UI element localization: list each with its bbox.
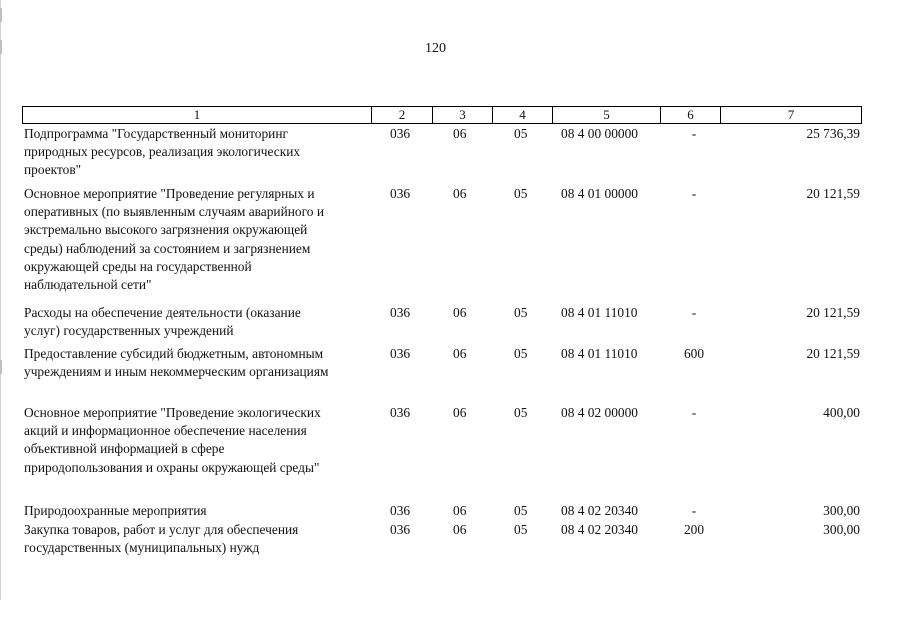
- header-col-4: 4: [519, 107, 526, 122]
- row-name-line: среды) наблюдений за состоянием и загрязнением: [24, 240, 311, 256]
- grbs-cell: 036: [390, 503, 411, 518]
- expense-type-cell: -: [691, 503, 697, 518]
- podrazdel-cell: 05: [514, 405, 528, 420]
- row-name-cell: [24, 502, 372, 520]
- scan-edge-mark: [0, 8, 2, 22]
- row-name-cell: [24, 304, 372, 340]
- razdel-cell: 06: [453, 305, 467, 320]
- row-name-line: природных ресурсов, реализация экологических: [24, 144, 301, 160]
- row-name-line: услуг) государственных учреждений: [24, 323, 234, 339]
- row-name-cell: [24, 404, 372, 477]
- sum-cell: 400,00: [823, 405, 860, 420]
- expense-type-cell: -: [691, 186, 697, 201]
- razdel-cell: 06: [453, 503, 467, 518]
- grbs-cell: 036: [390, 346, 411, 361]
- sum-cell: 20 121,59: [806, 305, 860, 320]
- row-name-line: экстремально высокого загрязнения окружающей: [24, 222, 308, 238]
- scan-edge-mark: [0, 360, 2, 374]
- podrazdel-cell: 05: [514, 522, 528, 537]
- razdel-cell: 06: [453, 186, 467, 201]
- sum-cell: 25 736,39: [806, 126, 860, 141]
- expense-type-cell: -: [691, 405, 697, 420]
- expense-type-cell: -: [691, 126, 697, 141]
- target-article-cell: 08 4 02 20340: [561, 503, 638, 518]
- target-article-cell: 08 4 02 20340: [561, 522, 638, 537]
- podrazdel-cell: 05: [514, 186, 528, 201]
- left-scan-edge: [0, 0, 1, 600]
- row-name-line: Основное мероприятие "Проведение экологических: [24, 405, 321, 420]
- expense-type-cell: -: [691, 305, 697, 320]
- row-name-cell: [24, 521, 372, 557]
- target-article-cell: 08 4 02 00000: [561, 405, 638, 420]
- row-name-line: Закупка товаров, работ и услуг для обеспечения: [24, 522, 299, 537]
- row-name-cell: [24, 125, 372, 180]
- header-col-5: 5: [603, 107, 610, 122]
- row-name-line: Расходы на обеспечение деятельности (оказание: [24, 305, 301, 320]
- sum-cell: 20 121,59: [806, 186, 860, 201]
- target-article-cell: 08 4 01 11010: [561, 305, 638, 320]
- row-name-cell: [24, 185, 372, 294]
- grbs-cell: 036: [390, 305, 411, 320]
- target-article-cell: 08 4 01 00000: [561, 186, 638, 201]
- grbs-cell: 036: [390, 522, 411, 537]
- row-name-line: Подпрограмма "Государственный мониторинг: [24, 126, 288, 141]
- header-col-1: 1: [193, 107, 201, 122]
- expense-type-cell: 600: [683, 346, 705, 361]
- row-name-cell: [24, 345, 372, 381]
- razdel-cell: 06: [453, 126, 467, 141]
- row-name-line: окружающей среды на государственной: [24, 258, 252, 274]
- grbs-cell: 036: [390, 405, 411, 420]
- row-name-line: оперативных (по выявленным случаям аварийного и: [24, 204, 324, 220]
- scan-edge-mark: [0, 40, 2, 54]
- header-col-3: 3: [459, 107, 466, 122]
- page-number: 120: [425, 41, 446, 56]
- row-name-line: объективной информацией в сфере: [24, 441, 225, 457]
- sum-cell: 300,00: [823, 522, 860, 537]
- razdel-cell: 06: [453, 405, 467, 420]
- row-name-line: учреждениям и иным некоммерческим организациям: [24, 364, 329, 380]
- razdel-cell: 06: [453, 522, 467, 537]
- header-col-7: 7: [787, 107, 795, 122]
- header-col-2: 2: [398, 107, 406, 122]
- row-name-line: Основное мероприятие "Проведение регулярных и: [24, 186, 315, 201]
- table-header-row: [22, 106, 862, 124]
- podrazdel-cell: 05: [514, 346, 528, 361]
- row-name-line: акций и информационное обеспечение населения: [24, 423, 307, 439]
- row-name-line: проектов": [24, 162, 82, 178]
- sum-cell: 300,00: [823, 503, 860, 518]
- podrazdel-cell: 05: [514, 126, 528, 141]
- target-article-cell: 08 4 01 11010: [561, 346, 638, 361]
- grbs-cell: 036: [390, 186, 411, 201]
- podrazdel-cell: 05: [514, 305, 528, 320]
- row-name-line: государственных (муниципальных) нужд: [24, 540, 260, 556]
- header-col-6: 6: [687, 107, 694, 122]
- sum-cell: 20 121,59: [806, 346, 860, 361]
- razdel-cell: 06: [453, 346, 467, 361]
- podrazdel-cell: 05: [514, 503, 528, 518]
- budget-table: [22, 106, 862, 556]
- target-article-cell: 08 4 00 00000: [561, 126, 638, 141]
- row-name-line: Предоставление субсидий бюджетным, автономным: [24, 346, 324, 361]
- row-name-line: Природоохранные мероприятия: [24, 503, 207, 518]
- grbs-cell: 036: [390, 126, 411, 141]
- expense-type-cell: 200: [683, 522, 705, 537]
- row-name-line: наблюдательной сети": [24, 277, 152, 293]
- row-name-line: природопользования и охраны окружающей среды": [24, 459, 320, 475]
